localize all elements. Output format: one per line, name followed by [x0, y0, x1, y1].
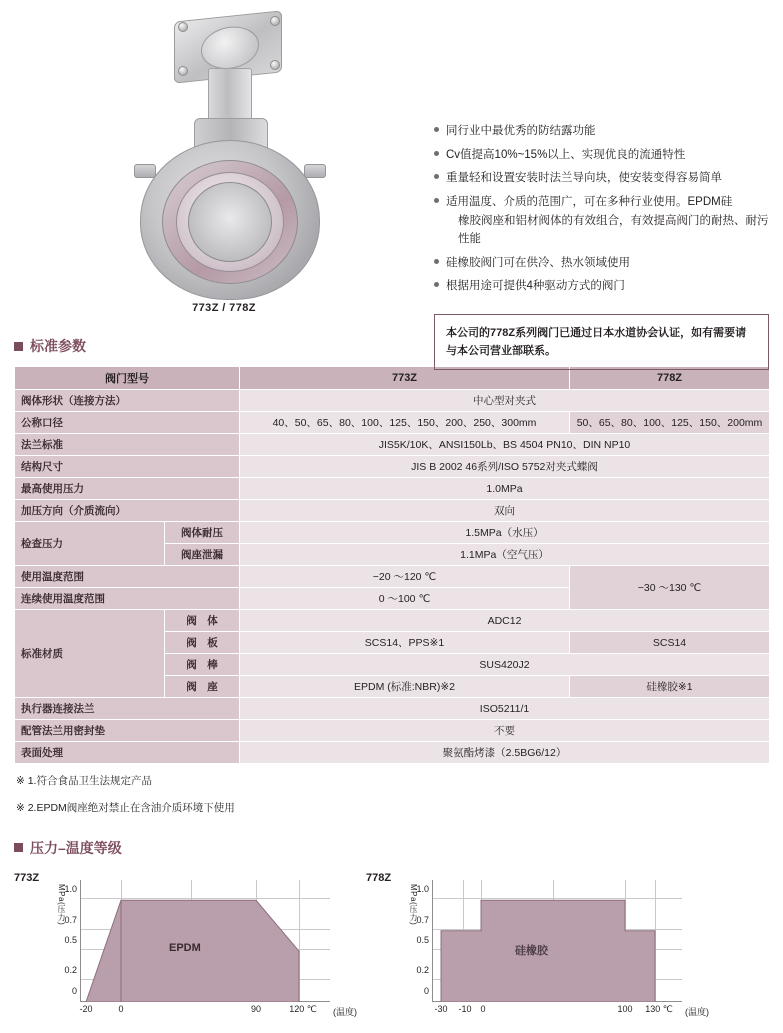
- x-tick-label: 90: [250, 1003, 262, 1014]
- row-value: 聚氨酯烤漆（2.5BG6/12）: [240, 742, 770, 764]
- x-tick-label: 130 ℃: [645, 1003, 673, 1014]
- row-value-778z: 50、65、80、100、125、150、200mm: [570, 412, 770, 434]
- valve-stem-icon: [208, 68, 252, 124]
- bullet-dot-icon: [434, 146, 446, 165]
- chart-y-axis-label: MPa(压力): [409, 883, 418, 926]
- row-label: 检查压力: [15, 522, 165, 566]
- bullet-dot-icon: [434, 193, 446, 249]
- row-label: 加压方向（介质流向）: [15, 500, 240, 522]
- row-value: 1.5MPa（水压）: [240, 522, 770, 544]
- row-label: 最高使用压力: [15, 478, 240, 500]
- pressure-temperature-charts: [14, 868, 783, 1033]
- footnote-2: ※ 2.EPDM阀座绝对禁止在含油介质环境下使用: [16, 801, 235, 814]
- chart-y-axis-label: MPa(压力): [57, 883, 66, 926]
- y-tick-label: 0.2: [64, 965, 77, 976]
- y-tick-label: 0.7: [416, 914, 429, 925]
- chart-plot-area: [64, 880, 357, 1017]
- chart-area-shape: [433, 880, 683, 1002]
- table-row: [15, 610, 770, 632]
- y-tick-label: 0.5: [64, 934, 77, 945]
- x-tick-label: 100: [617, 1003, 633, 1014]
- feature-text: 根据用途可提供4种驱动方式的阀门: [446, 280, 625, 293]
- table-row: [15, 456, 770, 478]
- row-label: 使用温度范围: [15, 566, 240, 588]
- table-row: [15, 742, 770, 764]
- row-value-778z: 硅橡胶※1: [570, 676, 770, 698]
- row-value-773z: EPDM (标准:NBR)※2: [240, 676, 570, 698]
- chart-series-label: 硅橡胶: [515, 944, 548, 957]
- chart-plot-area: [416, 880, 709, 1017]
- table-row: [15, 566, 770, 588]
- row-value: JIS5K/10K、ANSI150Lb、BS 4504 PN10、DIN NP10: [240, 434, 770, 456]
- row-sublabel: 阀 棒: [165, 654, 240, 676]
- row-value: ISO5211/1: [240, 698, 770, 720]
- valve-lug-icon: [134, 164, 156, 178]
- feature-text: 硅橡胶阀门可在供冷、热水领域使用: [446, 256, 630, 269]
- table-row: [15, 500, 770, 522]
- row-value-773z: 40、50、65、80、100、125、150、200、250、300mm: [240, 412, 570, 434]
- chart-area-shape: [81, 880, 331, 1002]
- x-tick-label: 0: [118, 1003, 124, 1014]
- chart-title: 778Z: [366, 871, 392, 884]
- row-label: 连续使用温度范围: [15, 588, 240, 610]
- feature-text: 适用温度、介质的范围广，可在多种行业使用。EPDM硅: [446, 195, 733, 208]
- x-tick-label: -30: [434, 1003, 448, 1014]
- row-value: 1.0MPa: [240, 478, 770, 500]
- table-row: [15, 478, 770, 500]
- feature-text: 重量轻和设置安装时法兰导向块，使安装变得容易简单: [446, 172, 722, 185]
- row-value: 中心型对夹式: [240, 390, 770, 412]
- row-value: 双向: [240, 500, 770, 522]
- row-label: 标准材质: [15, 610, 165, 698]
- table-row: [15, 698, 770, 720]
- valve-bolt-icon: [270, 16, 280, 26]
- valve-lug-icon: [304, 164, 326, 178]
- table-row: [15, 412, 770, 434]
- row-value: SUS420J2: [240, 654, 770, 676]
- row-value: ADC12: [240, 610, 770, 632]
- table-row: [15, 522, 770, 544]
- chart-title: 773Z: [14, 871, 40, 884]
- valve-bolt-icon: [178, 22, 188, 32]
- row-value-778z: −30 ～130 ℃: [570, 566, 770, 610]
- chart-series-label: EPDM: [169, 941, 201, 954]
- bullet-dot-icon: [434, 277, 446, 296]
- row-sublabel: 阀体耐压: [165, 522, 240, 544]
- x-tick-label: 120 ℃: [289, 1003, 317, 1014]
- row-label: 表面处理: [15, 742, 240, 764]
- chart-x-axis-label: (温度): [333, 1006, 357, 1017]
- y-tick-label: 0.7: [64, 914, 77, 925]
- table-header-cell: 773Z: [240, 367, 570, 390]
- x-tick-label: -20: [79, 1003, 93, 1014]
- row-label: 法兰标准: [15, 434, 240, 456]
- table-row: [15, 390, 770, 412]
- list-item: [434, 277, 769, 296]
- feature-subtext: 橡胶阀座和铝材阀体的有效组合，有效提高阀门的耐热、耐污性能: [458, 214, 769, 246]
- row-value-773z: SCS14、PPS※1: [240, 632, 570, 654]
- row-sublabel: 阀 座: [165, 676, 240, 698]
- list-item: [434, 254, 769, 273]
- row-value-773z: −20 ～120 ℃: [240, 566, 570, 588]
- y-tick-label: 0.2: [416, 965, 429, 976]
- x-tick-label: 0: [480, 1003, 486, 1014]
- table-row: [15, 720, 770, 742]
- y-tick-label: 1.0: [64, 884, 77, 895]
- row-label: 配管法兰用密封垫: [15, 720, 240, 742]
- y-tick-label: 1.0: [416, 884, 429, 895]
- square-bullet-icon: [14, 342, 23, 351]
- row-label: 执行器连接法兰: [15, 698, 240, 720]
- bullet-dot-icon: [434, 254, 446, 273]
- list-item: [434, 146, 769, 165]
- bullet-dot-icon: [434, 169, 446, 188]
- row-sublabel: 阀 体: [165, 610, 240, 632]
- y-tick-label: 0.5: [416, 934, 429, 945]
- valve-bolt-icon: [178, 66, 188, 76]
- list-item: [434, 169, 769, 188]
- section-heading-charts: [14, 838, 783, 858]
- feature-list: [434, 10, 769, 358]
- row-value: 1.1MPa（空气压）: [240, 544, 770, 566]
- feature-text: 同行业中最优秀的防结露功能: [446, 125, 596, 137]
- table-header-cell: 778Z: [570, 367, 770, 390]
- y-tick-label: 0: [423, 985, 429, 996]
- row-value-773z: 0 ～100 ℃: [240, 588, 570, 610]
- square-bullet-icon: [14, 843, 23, 852]
- table-header-cell: 阀门型号: [15, 367, 240, 390]
- bullet-dot-icon: [434, 122, 446, 141]
- row-value: JIS B 2002 46系列/ISO 5752对夹式蝶阀: [240, 456, 770, 478]
- row-value-778z: SCS14: [570, 632, 770, 654]
- x-tick-label: -10: [458, 1003, 472, 1014]
- row-label: 结构尺寸: [15, 456, 240, 478]
- valve-bolt-icon: [270, 60, 280, 70]
- certification-note: 本公司的778Z系列阀门已通过日本水道协会认证，如有需要请与本公司营业部联系。: [434, 314, 769, 370]
- chart-x-axis-label: (温度): [685, 1006, 709, 1017]
- row-label: 阀体形状（连接方法）: [15, 390, 240, 412]
- row-value: 不要: [240, 720, 770, 742]
- chart-778z: [366, 868, 718, 1033]
- chart-773z: [14, 868, 366, 1033]
- specification-table: [14, 366, 770, 764]
- product-caption: 773Z / 778Z: [192, 302, 256, 314]
- list-item: [434, 193, 769, 249]
- y-tick-label: 0: [71, 985, 77, 996]
- butterfly-valve-illustration: [132, 14, 332, 304]
- valve-disc-icon: [188, 182, 272, 262]
- row-sublabel: 阀 板: [165, 632, 240, 654]
- table-row: [15, 434, 770, 456]
- feature-text: Cv值提高10%~15%以上、实现优良的流通特性: [446, 148, 686, 161]
- row-label: 公称口径: [15, 412, 240, 434]
- section-title: 压力–温度等级: [30, 839, 122, 856]
- footnote-1: ※ 1.符合食品卫生法规定产品: [16, 775, 152, 787]
- product-image-column: [14, 10, 434, 330]
- row-sublabel: 阀座泄漏: [165, 544, 240, 566]
- section-title: 标准参数: [30, 338, 86, 354]
- list-item: [434, 122, 769, 141]
